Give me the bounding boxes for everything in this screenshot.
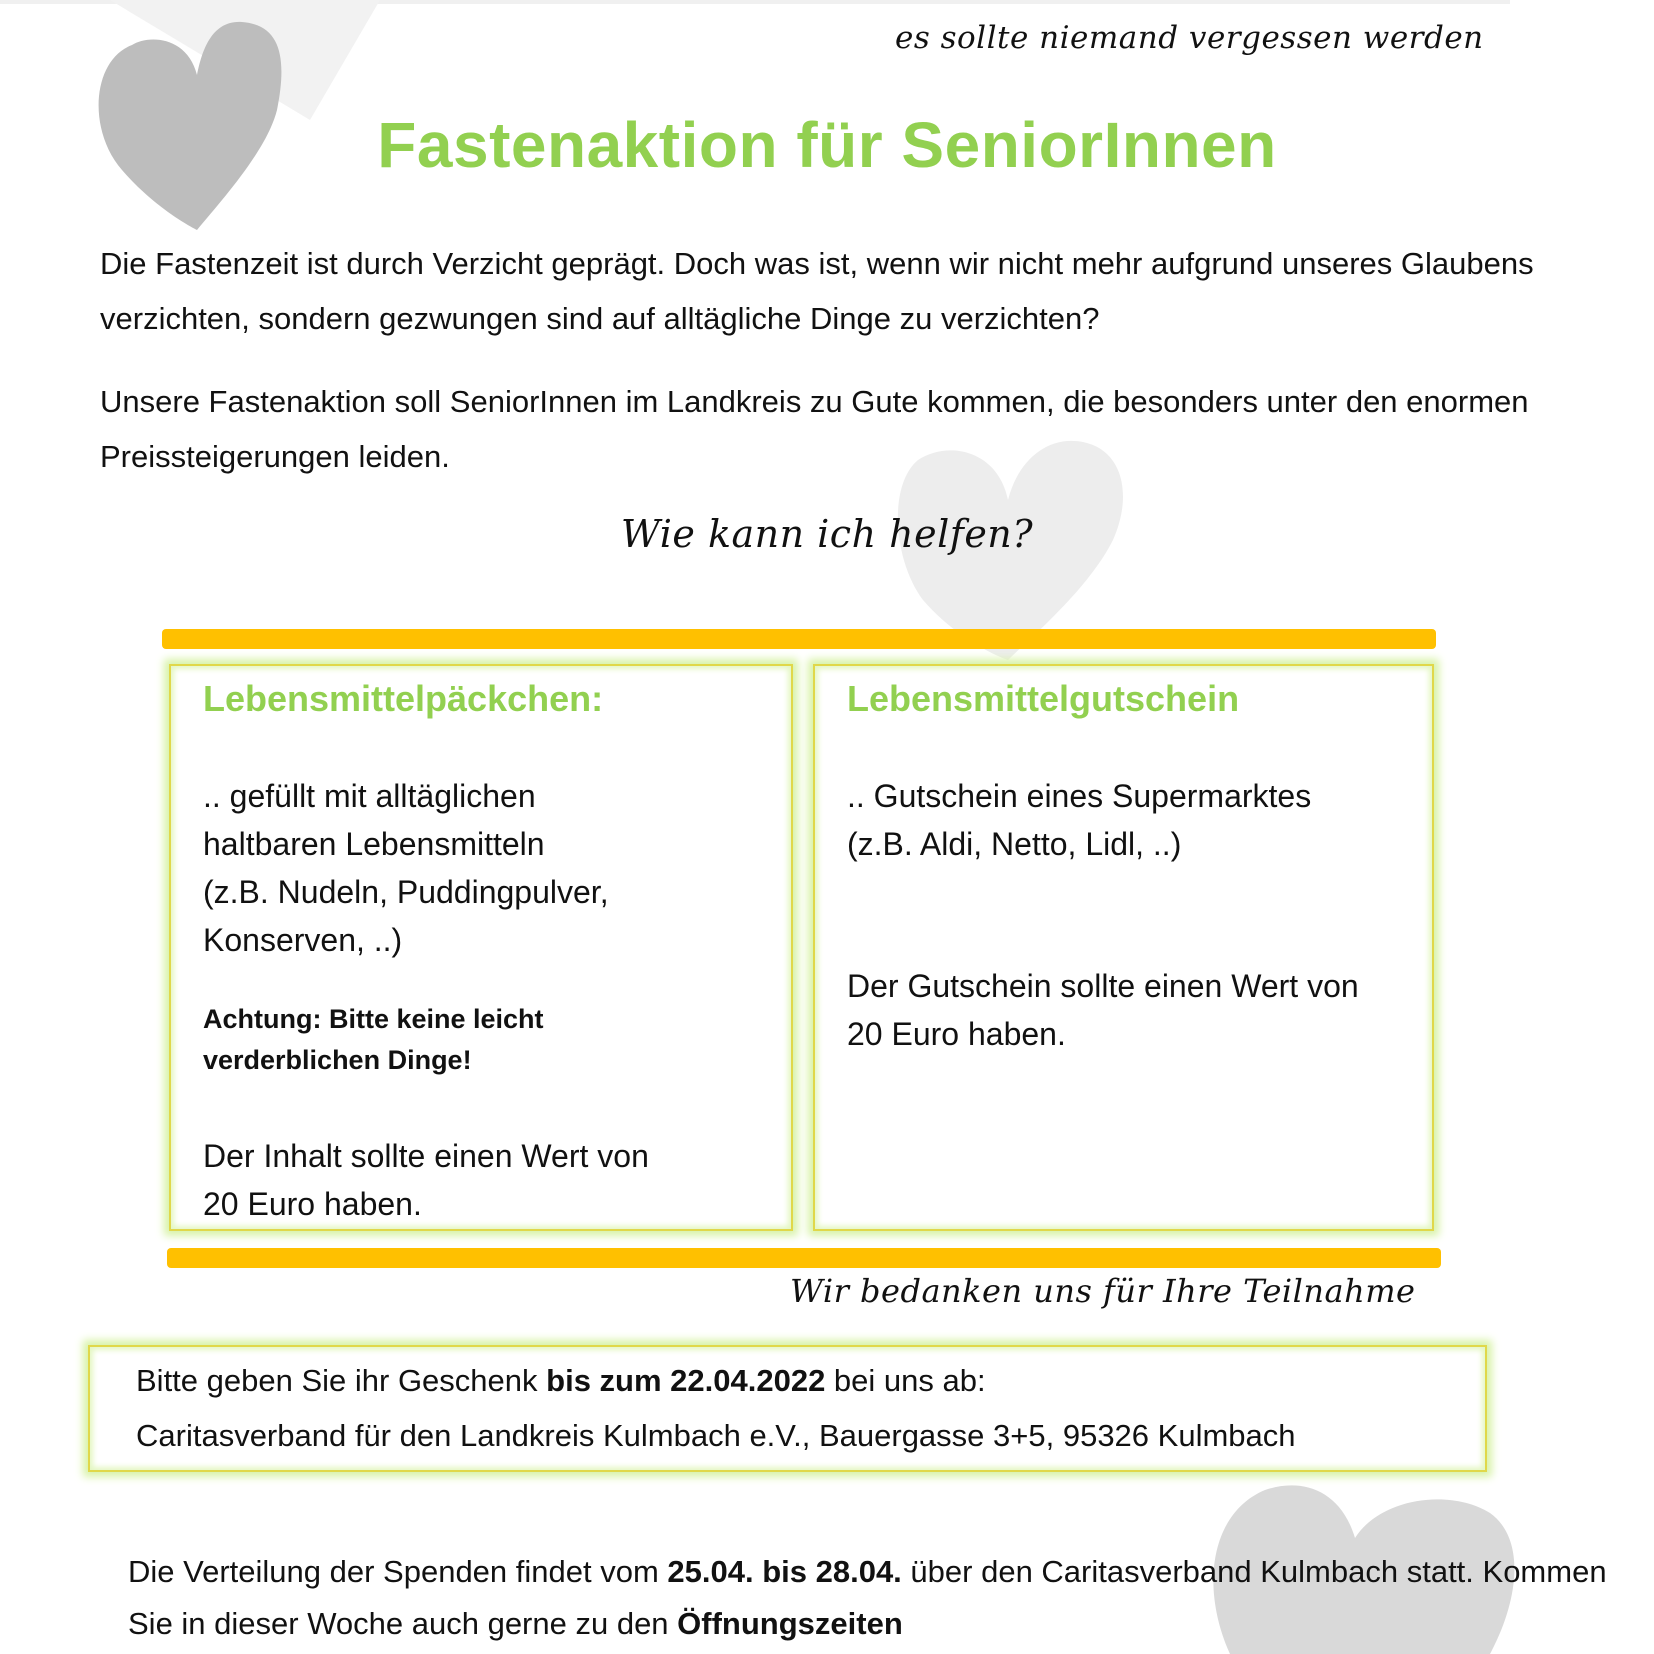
- divider-bar-bottom: [167, 1248, 1441, 1268]
- distribution-dates: 25.04. bis 28.04.: [667, 1554, 902, 1589]
- option-line: haltbaren Lebensmitteln: [203, 826, 545, 862]
- thanks-note: Wir bedanken uns für Ihre Teilnahme: [790, 1272, 1416, 1310]
- intro-paragraph-2: Unsere Fastenaktion soll SeniorInnen im Landkreis zu Gute kommen, die besonders unter den enormen Preissteigerungen leiden.: [100, 384, 1529, 474]
- option-card-food-package: [169, 664, 793, 1231]
- option-warning: Achtung: Bitte keine leicht: [203, 1004, 544, 1034]
- intro-paragraph-1: Die Fastenzeit ist durch Verzicht geprägt. Doch was ist, wenn wir nicht mehr aufgrund unseres Glaubens verzichten, sondern gezwungen sind auf alltägliche Dinge zu verzichten?: [100, 246, 1534, 336]
- deadline-date: bis zum 22.04.2022: [546, 1363, 826, 1398]
- option-title: Lebensmittelpäckchen:: [203, 678, 604, 719]
- delivery-address: Caritasverband für den Landkreis Kulmbach e.V., Bauergasse 3+5, 95326 Kulmbach: [136, 1418, 1296, 1453]
- help-heading: Wie kann ich helfen?: [620, 512, 1034, 556]
- delivery-text: bei uns ab:: [825, 1363, 986, 1398]
- tagline: es sollte niemand vergessen werden: [895, 20, 1484, 56]
- option-value: Der Inhalt sollte einen Wert von: [203, 1138, 649, 1174]
- distribution-text: Die Verteilung der Spenden findet vom: [128, 1554, 668, 1589]
- option-line: (z.B. Aldi, Netto, Lidl, ..): [847, 826, 1182, 862]
- option-card-voucher: [813, 664, 1434, 1231]
- distribution-paragraph: [128, 1546, 1628, 1650]
- delivery-info-box: [88, 1345, 1487, 1472]
- option-line: Konserven, ..): [203, 922, 403, 958]
- option-warning: verderblichen Dinge!: [203, 1045, 472, 1075]
- opening-hours-label: Öffnungszeiten: [677, 1606, 903, 1641]
- option-title: Lebensmittelgutschein: [847, 678, 1240, 719]
- option-line: .. Gutschein eines Supermarktes: [847, 778, 1312, 814]
- divider-bar-top: [162, 629, 1436, 649]
- option-value: 20 Euro haben.: [847, 1016, 1066, 1052]
- option-line: (z.B. Nudeln, Puddingpulver,: [203, 874, 609, 910]
- delivery-deadline: [136, 1353, 986, 1408]
- page-title: Fastenaktion für SeniorInnen: [377, 109, 1277, 181]
- option-value: 20 Euro haben.: [203, 1186, 422, 1222]
- distribution-text: über den Caritasverband Kulmbach statt. Kommen Sie in dieser Woche auch gerne zu den: [128, 1554, 1607, 1641]
- delivery-text: Bitte geben Sie ihr Geschenk: [136, 1363, 547, 1398]
- option-value: Der Gutschein sollte einen Wert von: [847, 968, 1359, 1004]
- option-line: .. gefüllt mit alltäglichen: [203, 778, 536, 814]
